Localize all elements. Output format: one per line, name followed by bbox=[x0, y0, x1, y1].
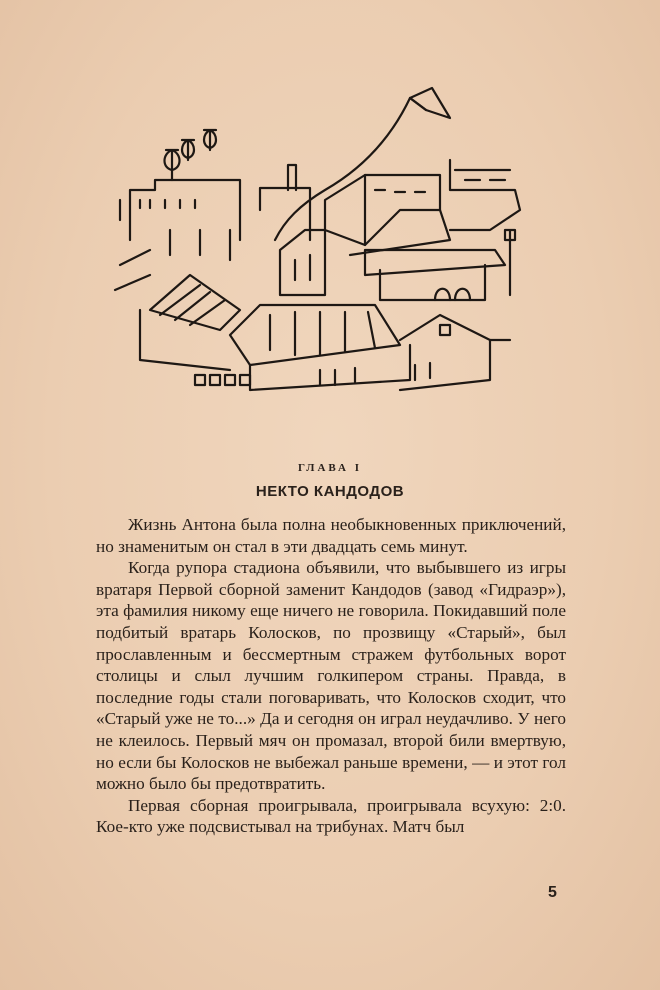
chapter-number: ГЛАВА I bbox=[297, 462, 363, 474]
paragraph: Первая сборная проигрывала, проигрывала всухую: 2:0. Кое-кто уже подсвистывал на трибунах. Матч был bbox=[96, 795, 566, 837]
chapter-title: НЕКТО КАНДОДОВ bbox=[255, 483, 405, 500]
paragraph: Жизнь Антона была полна необыкновенных приключений, но знаменитым он стал в эти двадцать семь минут. bbox=[96, 515, 566, 556]
body-text bbox=[96, 514, 566, 838]
city-rooftops-illustration bbox=[110, 80, 530, 400]
paragraph: Когда рупора стадиона объявили, что выбывшего из игры вратаря Первой сборной заменит Кандодов (завод «Гидраэр»), эта фамилия никому еще ничего не говорила. Покидавший поле подбитый вратарь Колосков, по прозвищу «Старый», был прославленным и бессмертным стражем футбольных ворот столицы и слыл лучшим голкипером страны. Правда, в последние годы стали поговаривать, что Колосков сходит, что «Старый уже не то...» Да и сегодня он играл неудачливо. У него не клеилось. Первый мяч он промазал, второй били вмертвую, но если бы Колосков не выбежал раньше времени, — и этот гол можно было бы предотвратить. bbox=[96, 558, 566, 794]
page-number: 5 bbox=[548, 884, 557, 901]
